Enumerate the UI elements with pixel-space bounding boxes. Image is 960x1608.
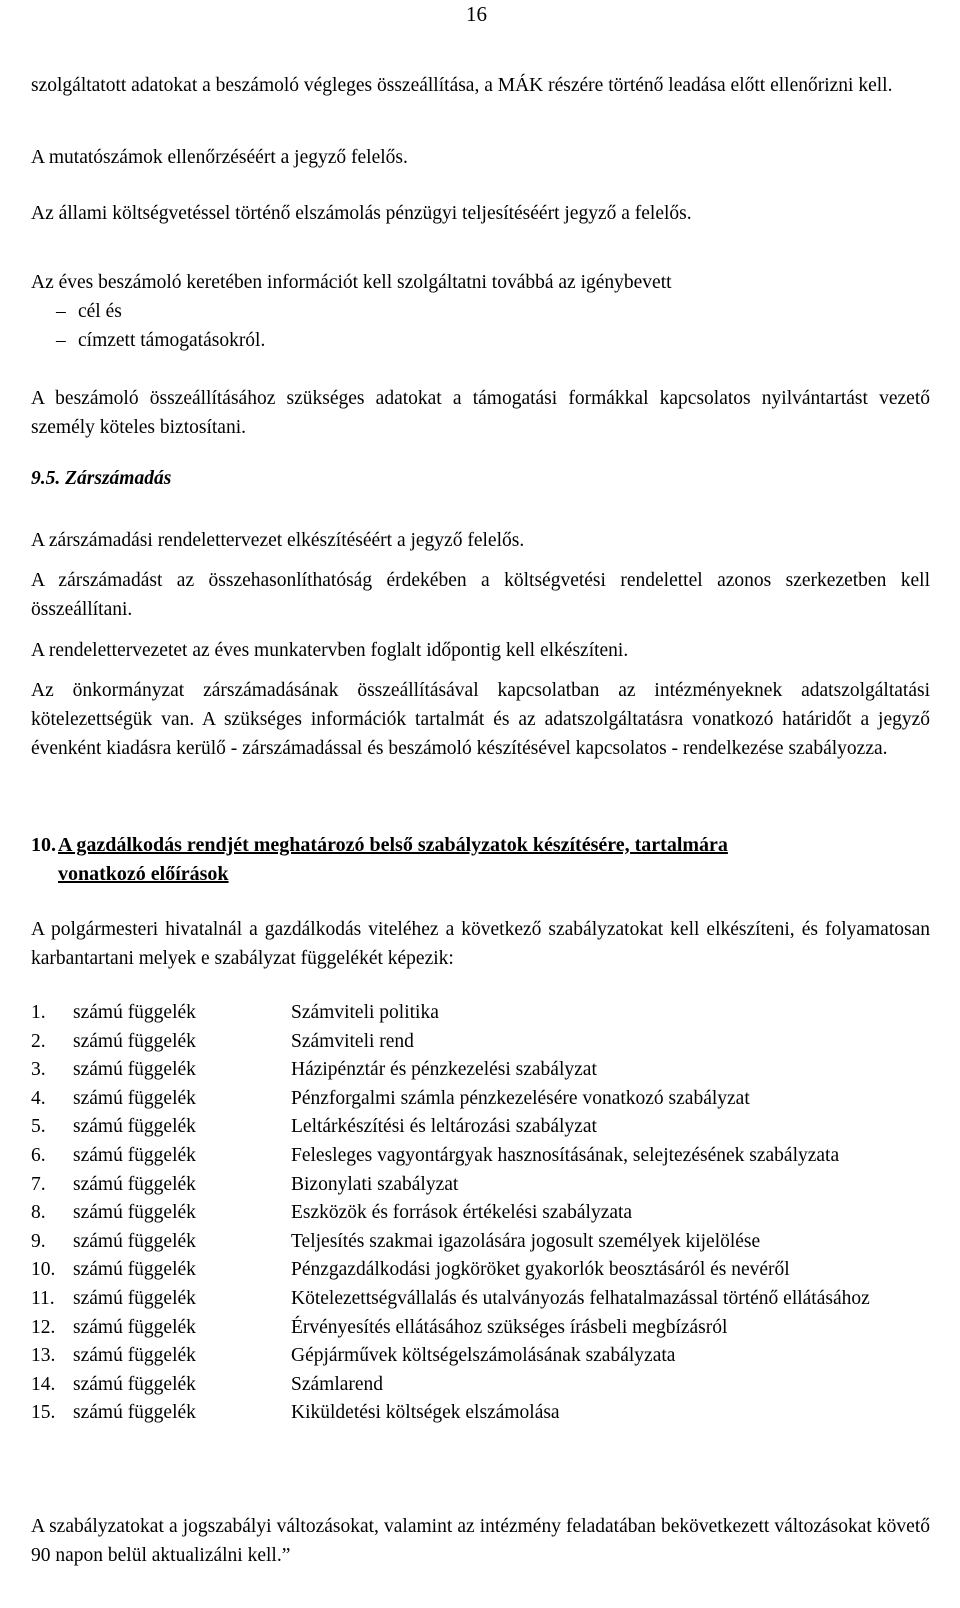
paragraph-comparability: A zárszámadást az összehasonlíthatóság érdekében a költségvetési rendelettel azonos szerkezetben kell összeállítani. [31, 570, 930, 620]
appendix-title: Felesleges vagyontárgyak hasznosításának, selejtezésének szabályzata [291, 1144, 840, 1166]
appendix-row [31, 1199, 936, 1228]
page-number: 16 [466, 2, 487, 26]
appendix-title: Leltárkészítési és leltározási szabályzat [291, 1116, 597, 1138]
bullet-text: cél és [78, 301, 122, 322]
appendix-title: Érvényesítés ellátásához szükséges írásbeli megbízásról [291, 1316, 728, 1338]
appendix-label: számú függelék [73, 1230, 196, 1252]
paragraph-annual-report: Az éves beszámoló keretében információt kell szolgáltatni továbbá az igénybevett [31, 272, 672, 293]
section-heading-9-5: 9.5. Zárszámadás [31, 468, 172, 489]
appendix-row [31, 1056, 936, 1085]
appendix-number: 10. [31, 1259, 56, 1281]
appendix-label: számú függelék [73, 1002, 196, 1023]
appendix-number: 3. [31, 1059, 46, 1081]
appendix-label: számú függelék [73, 1287, 196, 1309]
appendix-number: 14. [31, 1373, 56, 1395]
appendix-number: 15. [31, 1402, 56, 1424]
bullet-marker: – [56, 330, 66, 351]
appendix-label: számú függelék [73, 1116, 196, 1138]
appendix-title: Bizonylati szabályzat [291, 1173, 459, 1195]
appendix-title: Számviteli rend [291, 1030, 414, 1052]
paragraph-indicators: A mutatószámok ellenőrzéséért a jegyző felelős. [31, 147, 408, 168]
appendix-label: számú függelék [73, 1373, 196, 1395]
appendix-title: Teljesítés szakmai igazolására jogosult személyek kijelölése [291, 1230, 761, 1252]
section-heading-10-line1: 10. A gazdálkodás rendjét meghatározó belső szabályzatok készítésére, tartalmára [31, 831, 930, 860]
appendix-label: számú függelék [73, 1402, 196, 1424]
appendix-row [31, 1256, 936, 1285]
appendix-label: számú függelék [73, 1316, 196, 1338]
appendix-title: Számlarend [291, 1373, 384, 1395]
paragraph-data-obligation: Az önkormányzat zárszámadásának összeállításával kapcsolatban az intézményeknek adatszolgáltatási kötelezettségük van. A szükséges információk tartalmát és az adatszolgáltatásra vonatkozó határidőt a jegyző évenként kiadásra kerülő - zárszámadással és beszámoló készítésével kapcsolatos - rendelkezése szabályozza. [31, 680, 930, 759]
appendix-title: Gépjárművek költségelszámolásának szabályzata [291, 1345, 676, 1367]
appendix-row [31, 1228, 936, 1257]
appendix-label: számú függelék [73, 1059, 196, 1081]
appendix-title: Pénzgazdálkodási jogköröket gyakorlók beosztásáról és nevéről [291, 1259, 790, 1281]
appendix-number: 13. [31, 1345, 56, 1367]
paragraph-update-rule: A szabályzatokat a jogszabályi változásokat, valamint az intézmény feladatában bekövetkezett változásokat követő 90 napon belül aktualizálni kell.” [31, 1516, 930, 1566]
appendix-title: Számviteli politika [291, 1002, 439, 1023]
appendix-row [31, 1342, 936, 1371]
appendix-row [31, 1028, 936, 1057]
section-heading-10-line2: vonatkozó előírások [58, 863, 229, 885]
section-number: 10. [31, 834, 56, 856]
appendix-number: 9. [31, 1230, 46, 1252]
appendix-number: 6. [31, 1144, 46, 1166]
appendix-number: 5. [31, 1116, 46, 1138]
appendix-number: 4. [31, 1087, 46, 1109]
appendix-title: Kötelezettségvállalás és utalványozás felhatalmazással történő ellátásához [291, 1287, 870, 1309]
bullet-text: címzett támogatásokról. [78, 330, 266, 351]
appendix-number: 7. [31, 1173, 46, 1195]
appendix-label: számú függelék [73, 1087, 196, 1109]
bullet-marker: – [56, 301, 66, 322]
appendix-row [31, 1399, 936, 1428]
section-heading-10 [31, 831, 930, 889]
appendix-title: Kiküldetési költségek elszámolása [291, 1402, 560, 1424]
appendix-row [31, 1285, 936, 1314]
appendix-row [31, 1085, 936, 1114]
appendix-number: 12. [31, 1316, 56, 1338]
appendix-row [31, 1171, 936, 1200]
appendix-number: 11. [31, 1287, 55, 1309]
appendix-number: 2. [31, 1030, 46, 1052]
appendix-number: 8. [31, 1202, 46, 1224]
paragraph-regulations-intro: A polgármesteri hivatalnál a gazdálkodás viteléhez a következő szabályzatokat kell elkészíteni, és folyamatosan karbantartani melyek e szabályzat függelékét képezik: [31, 919, 930, 969]
paragraph-submission: szolgáltatott adatokat a beszámoló végleges összeállítása, a MÁK részére történő leadása előtt ellenőrizni kell. [31, 75, 893, 96]
bullet-item [56, 326, 265, 355]
appendix-title: Eszközök és források értékelési szabályzata [291, 1202, 633, 1224]
paragraph-support-records: A beszámoló összeállításához szükséges adatokat a támogatási formákkal kapcsolatos nyilvántartást vezető személy köteles biztosítani. [31, 388, 930, 438]
appendix-row [31, 1142, 936, 1171]
appendix-label: számú függelék [73, 1259, 196, 1281]
appendix-row [31, 1314, 936, 1343]
paragraph-closing-decree: A zárszámadási rendelettervezet elkészítéséért a jegyző felelős. [31, 530, 525, 551]
appendix-row [31, 1371, 936, 1400]
appendix-list [31, 999, 936, 1428]
appendix-title: Pénzforgalmi számla pénzkezelésére vonatkozó szabályzat [291, 1087, 750, 1109]
appendix-number: 1. [31, 1002, 46, 1023]
appendix-row [31, 999, 936, 1028]
appendix-label: számú függelék [73, 1202, 196, 1224]
paragraph-work-plan: A rendelettervezetet az éves munkatervben foglalt időpontig kell elkészíteni. [31, 640, 629, 661]
bullet-item [56, 297, 122, 326]
appendix-row [31, 1113, 936, 1142]
appendix-label: számú függelék [73, 1173, 196, 1195]
appendix-label: számú függelék [73, 1345, 196, 1367]
appendix-label: számú függelék [73, 1030, 196, 1052]
paragraph-state-budget: Az állami költségvetéssel történő elszámolás pénzügyi teljesítéséért jegyző a felelős. [31, 203, 692, 224]
appendix-title: Házipénztár és pénzkezelési szabályzat [291, 1059, 597, 1081]
appendix-label: számú függelék [73, 1144, 196, 1166]
